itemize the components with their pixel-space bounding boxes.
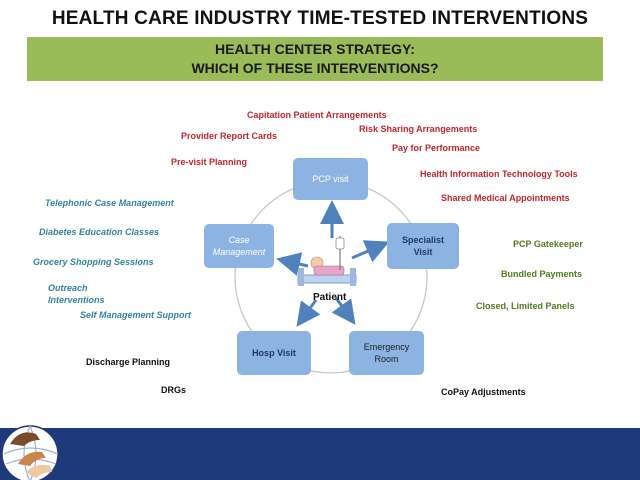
node-case-management: Case Management: [204, 224, 274, 268]
intervention-label: Discharge Planning: [86, 357, 171, 367]
banner-line-1: HEALTH CENTER STRATEGY:: [215, 41, 415, 57]
arrow-to-hosp: [300, 300, 316, 322]
intervention-label: Outreach Interventions: [48, 283, 105, 305]
intervention-label: Health Information Technology Tools: [420, 169, 578, 179]
footer-bar: [0, 428, 640, 480]
node-pcp-visit: PCP visit: [293, 158, 368, 200]
intervention-label: Closed, Limited Panels: [476, 301, 575, 311]
intervention-label: PCP Gatekeeper: [513, 239, 583, 249]
node-emergency-room: Emergency Room: [349, 331, 424, 375]
intervention-label: Self Management Support: [80, 310, 192, 320]
arrow-to-case: [282, 260, 308, 266]
intervention-label: CoPay Adjustments: [441, 387, 526, 397]
arrow-to-specialist: [352, 244, 384, 258]
intervention-label: Pre-visit Planning: [171, 157, 248, 167]
intervention-label: Capitation Patient Arrangements: [247, 110, 387, 120]
hands-globe-logo: [0, 414, 70, 480]
intervention-label: Shared Medical Appointments: [441, 193, 570, 203]
intervention-label: Pay for Performance: [392, 143, 481, 153]
intervention-label: Bundled Payments: [501, 269, 583, 279]
patient-bed-icon: [298, 236, 356, 286]
patient-label: Patient: [313, 292, 347, 303]
intervention-label: Grocery Shopping Sessions: [33, 257, 154, 267]
slide-title: HEALTH CARE INDUSTRY TIME-TESTED INTERVENTIONS: [51, 8, 589, 29]
node-specialist-visit: Specialist Visit: [387, 223, 459, 269]
intervention-label: Provider Report Cards: [181, 131, 278, 141]
intervention-label: Diabetes Education Classes: [39, 227, 160, 237]
intervention-label: Risk Sharing Arrangements: [359, 124, 478, 134]
node-hosp-visit: Hosp Visit: [237, 331, 311, 375]
intervention-label: DRGs: [161, 385, 187, 395]
banner-line-2: WHICH OF THESE INTERVENTIONS?: [191, 60, 439, 76]
intervention-label: Telephonic Case Management: [45, 198, 174, 208]
